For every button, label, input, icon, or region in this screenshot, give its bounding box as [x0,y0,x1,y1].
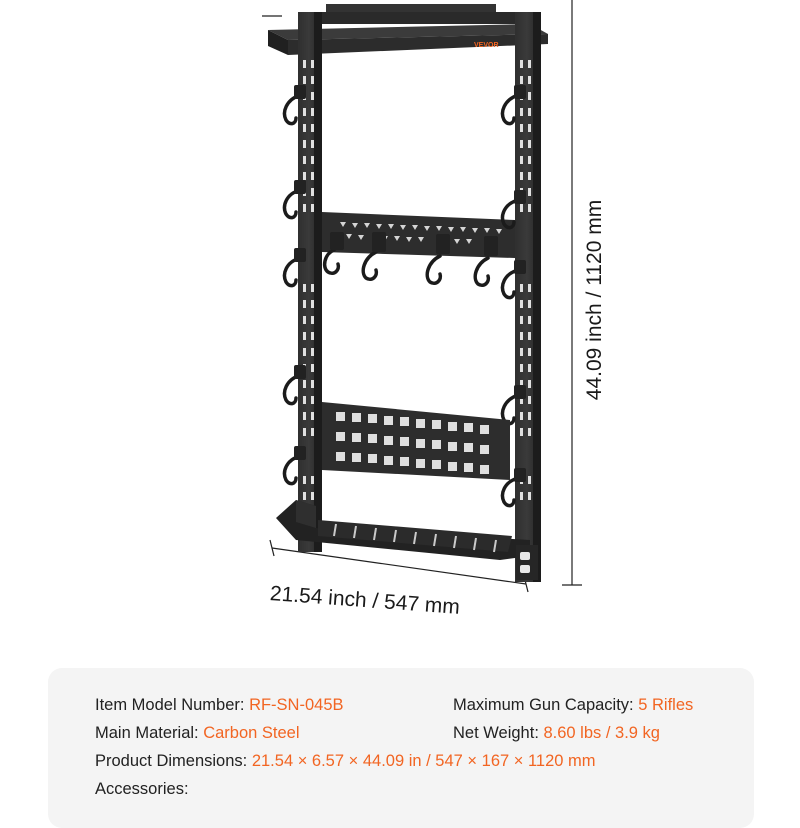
spec-material-label: Main Material: [95,724,204,742]
spec-dimensions-value: 21.54 × 6.57 × 44.09 in / 547 × 167 × 1120 mm [251,752,596,770]
spec-material-value: Carbon Steel [203,724,300,742]
spec-model-label: Item Model Number: [95,696,250,714]
spec-dimensions [95,752,596,771]
spec-dimensions-label: Product Dimensions: [95,752,252,770]
width-dimension-label: 21.54 inch / 547 mm [269,582,461,619]
spec-capacity-label: Maximum Gun Capacity: [453,696,639,714]
bottom-tray [276,500,538,580]
spec-accessories [95,780,189,799]
spec-accessories-label: Accessories: [95,780,189,798]
spec-weight-value: 8.60 lbs / 3.9 kg [543,724,660,742]
spec-model [95,696,344,715]
spec-model-value: RF-SN-045B [249,696,344,714]
spec-card [48,668,754,828]
spec-capacity [453,696,693,715]
spec-material [95,724,300,743]
lower-mesh-panel [322,402,510,480]
spec-weight-label: Net Weight: [453,724,544,742]
spec-weight [453,724,660,743]
height-dimension-label: 44.09 inch / 1120 mm [583,199,606,401]
brand-logo: VEVOR [474,42,499,49]
spec-capacity-value: 5 Rifles [638,696,694,714]
